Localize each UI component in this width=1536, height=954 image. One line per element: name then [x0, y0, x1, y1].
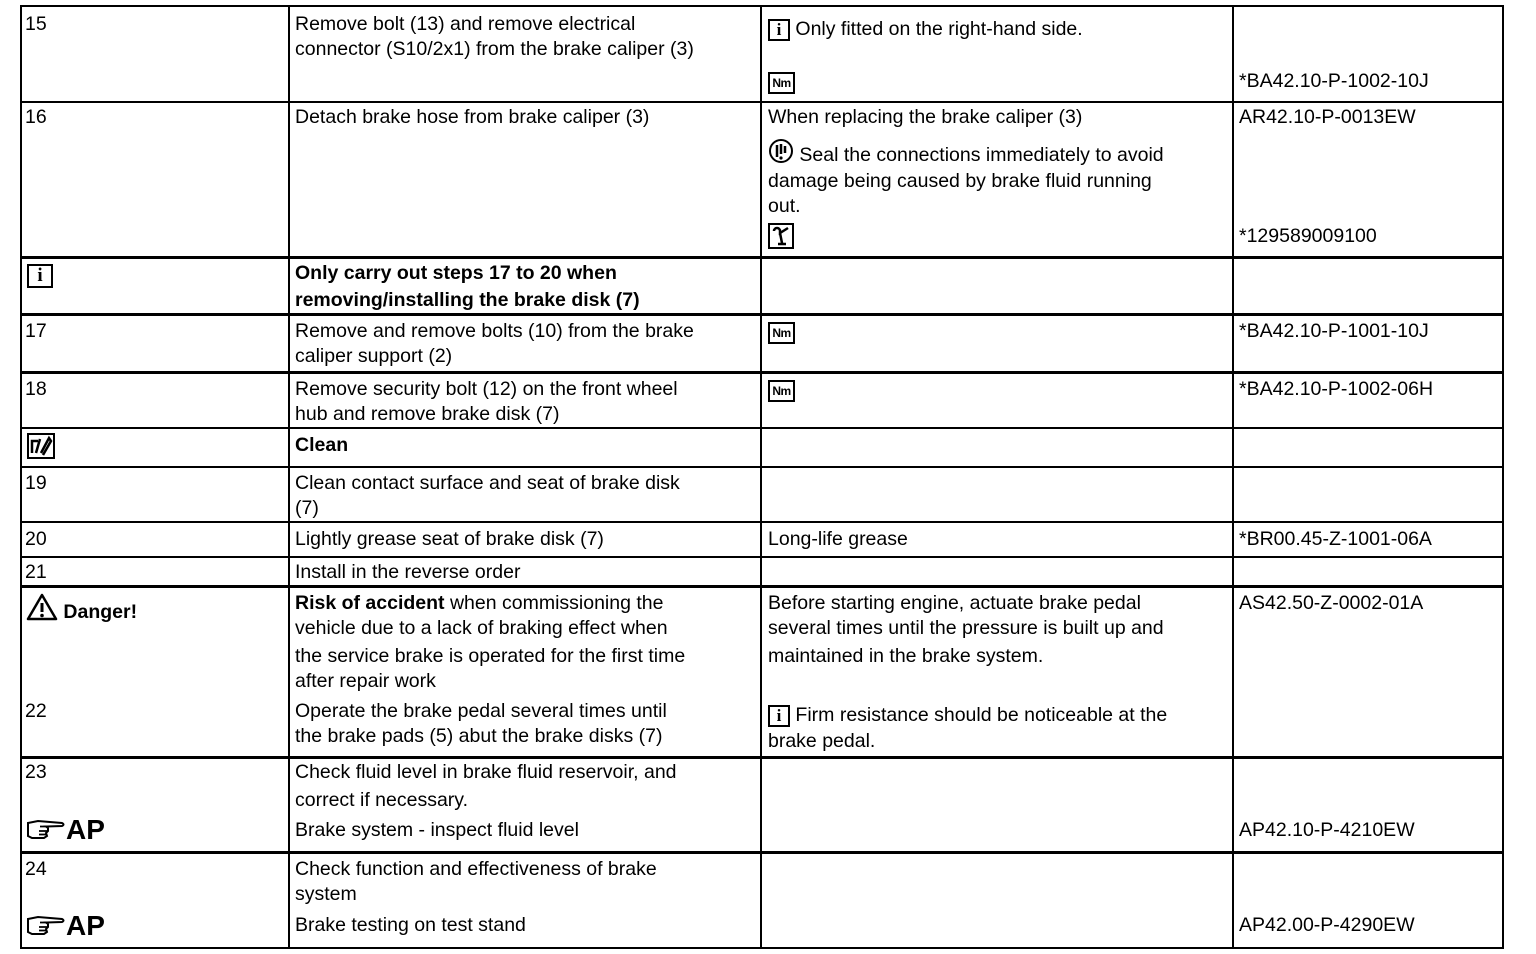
note-text: Before starting engine, actuate brake pedal: [768, 592, 1141, 614]
action-text: Install in the reverse order: [295, 561, 521, 583]
ap-marker: [26, 815, 105, 848]
note: [768, 138, 1164, 168]
action-text: Detach brake hose from brake caliper (3): [295, 106, 650, 128]
note-text: Only fitted on the right-hand side.: [795, 18, 1083, 40]
reference-link[interactable]: AP42.00-P-4290EW: [1239, 914, 1415, 936]
col-border: [1502, 5, 1504, 949]
col-border: [20, 5, 22, 949]
risk-text: the service brake is operated for the first time: [295, 645, 686, 667]
warning-icon: [26, 593, 58, 621]
action-text: Check fluid level in brake fluid reservoir, and: [295, 761, 677, 783]
reference-link[interactable]: AS42.50-Z-0002-01A: [1239, 592, 1424, 614]
info-icon: i: [768, 705, 790, 727]
note: [768, 223, 794, 253]
action-text: Remove and remove bolts (10) from the brake: [295, 320, 694, 342]
note: [768, 377, 795, 402]
row-border: [20, 521, 1504, 523]
cleaning-icon: [27, 433, 55, 459]
reference-link[interactable]: *129589009100: [1239, 225, 1377, 247]
step-number: 21: [25, 561, 47, 583]
action-text: caliper support (2): [295, 345, 453, 367]
action-text: hub and remove brake disk (7): [295, 403, 560, 425]
note: [768, 319, 795, 344]
info-row-icon: [27, 263, 53, 288]
row-border: [20, 427, 1504, 429]
ap-label: AP: [66, 910, 105, 941]
row-border: [20, 313, 1504, 316]
ap-action-text: Brake system - inspect fluid level: [295, 819, 579, 841]
row-border: [20, 466, 1504, 468]
info-icon: i: [27, 264, 53, 288]
note: [768, 17, 1083, 42]
note-text: When replacing the brake caliper (3): [768, 106, 1083, 128]
note-text: maintained in the brake system.: [768, 645, 1044, 667]
row-border: [20, 585, 1504, 588]
ap-label: AP: [66, 814, 105, 845]
action-text: Check function and effectiveness of brake: [295, 858, 657, 880]
row-border: [20, 556, 1504, 558]
note-text: damage being caused by brake fluid running: [768, 170, 1152, 192]
row-border: [20, 756, 1504, 759]
torque-icon: Nm: [768, 72, 795, 94]
step-number: 19: [25, 472, 47, 494]
torque-icon: Nm: [768, 322, 795, 344]
ap-action-text: Brake testing on test stand: [295, 914, 526, 936]
special-tool-icon: [768, 223, 794, 249]
clean-row-icon: [27, 433, 55, 463]
step-number: 18: [25, 378, 47, 400]
note: [768, 703, 1167, 728]
action-text: Remove bolt (13) and remove electrical: [295, 13, 636, 35]
pointing-hand-icon: [26, 817, 66, 841]
action-text: Lightly grease seat of brake disk (7): [295, 528, 604, 550]
note-text: brake pedal.: [768, 730, 876, 752]
action-text: system: [295, 883, 357, 905]
step-number: 16: [25, 106, 47, 128]
note-text: Long-life grease: [768, 528, 908, 550]
note-text: out.: [768, 195, 801, 217]
step-number: 17: [25, 320, 47, 342]
action-text: (7): [295, 497, 319, 519]
torque-icon: Nm: [768, 380, 795, 402]
step-number: 15: [25, 13, 47, 35]
risk-text: after repair work: [295, 670, 436, 692]
risk-text: vehicle due to a lack of braking effect when: [295, 617, 668, 639]
pointing-hand-icon: [26, 913, 66, 937]
row-border: [20, 5, 1504, 7]
col-border: [288, 5, 290, 949]
reference-link[interactable]: *BR00.45-Z-1001-06A: [1239, 528, 1432, 550]
action-text: correct if necessary.: [295, 789, 469, 811]
row-border: [20, 371, 1504, 374]
reference-link[interactable]: AR42.10-P-0013EW: [1239, 106, 1416, 128]
step-number: 24: [25, 858, 47, 880]
note: [768, 69, 795, 94]
reference-link[interactable]: *BA42.10-P-1002-06H: [1239, 378, 1434, 400]
col-border: [1232, 5, 1234, 949]
step-number: 20: [25, 528, 47, 550]
row-border: [20, 947, 1504, 949]
danger-text: Danger!: [63, 601, 138, 623]
row-border: [20, 851, 1504, 854]
step-number: 23: [25, 761, 47, 783]
risk-text: [295, 591, 663, 616]
info-icon: i: [768, 19, 790, 41]
clean-label: Clean: [295, 434, 349, 456]
reference-link[interactable]: *BA42.10-P-1001-10J: [1239, 320, 1429, 342]
row-border: [20, 101, 1504, 103]
note-text: several times until the pressure is built up and: [768, 617, 1164, 639]
row-border: [20, 256, 1504, 259]
risk-rest: when commissioning the: [444, 592, 664, 614]
info-text: removing/installing the brake disk (7): [295, 289, 640, 311]
step-number: 22: [25, 700, 47, 722]
reference-link[interactable]: *BA42.10-P-1002-10J: [1239, 70, 1429, 92]
ap-marker: [26, 911, 105, 944]
action-text: the brake pads (5) abut the brake disks (7): [295, 725, 663, 747]
risk-bold: Risk of accident: [295, 592, 445, 614]
action-text: Remove security bolt (12) on the front wheel: [295, 378, 678, 400]
action-text: Clean contact surface and seat of brake disk: [295, 472, 680, 494]
danger-label: [26, 593, 137, 625]
note-text: Firm resistance should be noticeable at the: [795, 704, 1168, 726]
caution-icon: [768, 138, 794, 164]
reference-link[interactable]: AP42.10-P-4210EW: [1239, 819, 1415, 841]
action-text: connector (S10/2x1) from the brake caliper (3): [295, 38, 694, 60]
info-text: Only carry out steps 17 to 20 when: [295, 262, 617, 284]
procedure-table: [20, 5, 1504, 949]
action-text: Operate the brake pedal several times until: [295, 700, 667, 722]
note-text: Seal the connections immediately to avoid: [799, 144, 1164, 166]
col-border: [760, 5, 762, 949]
